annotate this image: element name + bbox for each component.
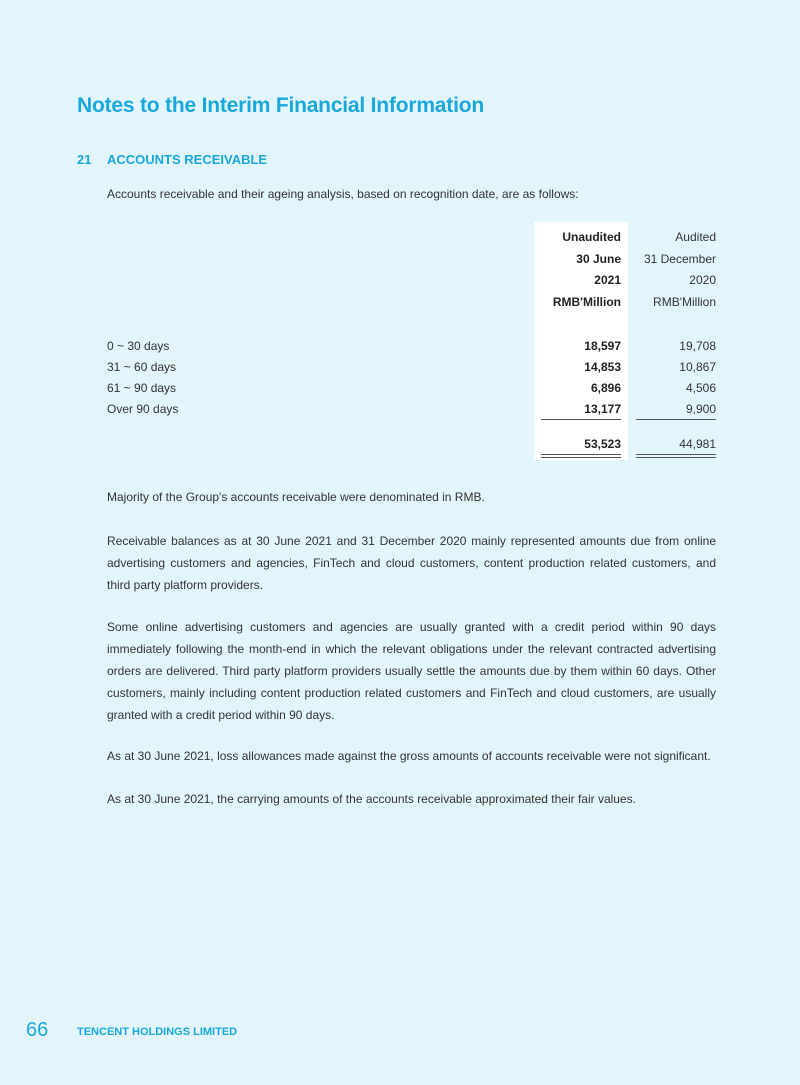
page-title: Notes to the Interim Financial Information [77,94,484,117]
value-2020: 10,867 [679,360,716,374]
row-label: Over 90 days [107,402,179,416]
col1-header-unit: RMB'Million [552,295,621,309]
paragraph-receivable-balances: Receivable balances as at 30 June 2021 and 31 December 2020 mainly represented amounts due from online advertising customers and agencies, FinTech and cloud customers, content production related customers, and third party platform providers. [107,534,716,592]
section-title: ACCOUNTS RECEIVABLE [107,152,268,167]
paragraph-loss-allowances: As at 30 June 2021, loss allowances made against the gross amounts of accounts receivable were not significant. [107,749,711,763]
value-2020: 19,708 [679,339,716,353]
col1-header-year: 2021 [594,273,621,287]
total-2021: 53,523 [584,437,621,451]
value-2020: 9,900 [685,402,716,416]
intro-text: Accounts receivable and their ageing analysis, based on recognition date, are as follows: [107,187,579,201]
value-2021: 13,177 [584,402,621,416]
section-heading [77,152,267,167]
col1-header-date: 30 June [576,252,621,266]
subtotal-rule-2020 [636,419,716,420]
col2-header-unit: RMB'Million [653,295,716,309]
total-2020: 44,981 [679,437,716,451]
section-number: 21 [77,152,92,167]
footer-company-name: TENCENT HOLDINGS LIMITED [77,1026,238,1038]
total-double-rule-2020 [636,454,716,458]
col1-header-status: Unaudited [562,230,621,244]
row-label: 31 ~ 60 days [107,360,177,374]
paragraph-fair-value: As at 30 June 2021, the carrying amounts of the accounts receivable approximated their fair values. [107,792,636,806]
value-2021: 18,597 [584,339,621,353]
value-2021: 6,896 [590,381,621,395]
paragraph-credit-period: Some online advertising customers and agencies are usually granted with a credit period within 90 days immediately following the month-end in which the relevant obligations under the relevant contracted advertising orders are delivered. Third party platform providers usually settle the amounts due by them within 60 days. Other customers, mainly including content production related customers and FinTech and cloud customers, are usually granted with a credit period within 90 days. [107,620,716,722]
col2-header-status: Audited [675,230,716,244]
col2-header-date: 31 December [643,252,716,266]
subtotal-rule-2021 [541,419,621,420]
row-label: 0 ~ 30 days [107,339,170,353]
row-label: 61 ~ 90 days [107,381,177,395]
col2-header-year: 2020 [689,273,716,287]
paragraph-currency: Majority of the Group's accounts receivable were denominated in RMB. [107,490,485,504]
value-2021: 14,853 [584,360,621,374]
page-number: 66 [26,1019,49,1041]
value-2020: 4,506 [685,381,716,395]
total-double-rule-2021 [541,454,621,458]
